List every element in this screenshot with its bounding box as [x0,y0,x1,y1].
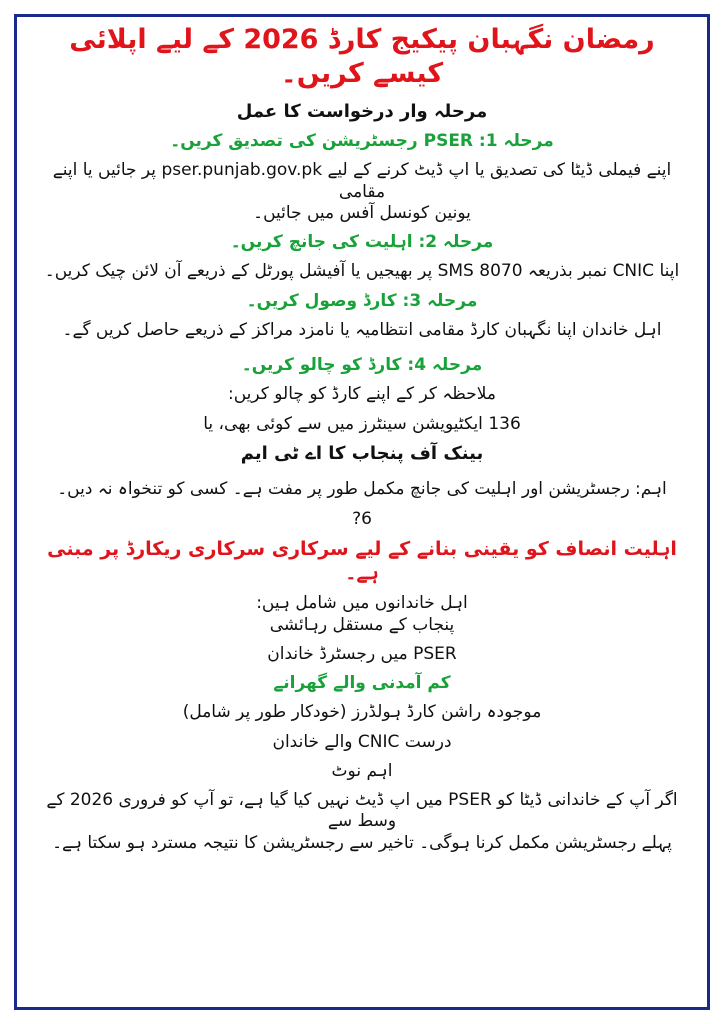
step4-option-centers: 136 ایکٹیویشن سینٹرز میں سے کوئی بھی، یا [203,413,521,434]
step3-text: اہل خاندان اپنا نگہبان کارڈ مقامی انتظامیہ یا نامزد مراکز کے ذریعے حاصل کریں گے۔ [62,319,662,340]
eligibility-note: اہلیت انصاف کو یقینی بنانے کے لیے سرکاری سرکاری ریکارڈ پر مبنی ہے۔ [47,537,677,584]
important-free-notice: اہم: رجسٹریشن اور اہلیت کی جانچ مکمل طور پر مفت ہے۔ کسی کو تنخواہ نہ دیں۔ [57,479,667,500]
step2-heading: مرحلہ 2: اہلیت کی جانچ کریں۔ [230,232,494,252]
note-text-line1: اگر آپ کے خاندانی ڈیٹا کو PSER میں اپ ڈیٹ نہیں کیا گیا ہے، تو آپ کو فروری 2026 کے وسط سے [46,790,678,832]
step1-text-line1: اپنے فیملی ڈیٹا کی تصدیق یا اپ ڈیٹ کرنے کے لیے pser.punjab.gov.pk پر جائیں یا اپنے مقامی [52,160,672,202]
note-text-line2: پہلے رجسٹریشن مکمل کرنا ہوگی۔ تاخیر سے رجسٹریشن کا نتیجہ مسترد ہو سکتا ہے۔ [52,832,672,853]
step1-text-line2: یونین کونسل آفس میں جائیں۔ [253,202,471,223]
page-title: رمضان نگہبان پیکیج کارڈ 2026 کے لیے اپلائی کیسے کریں۔ [69,24,655,89]
eligible-item: PSER میں رجسٹرڈ خاندان [267,643,457,664]
page-border [14,14,710,1010]
eligible-item: کم آمدنی والے گھرانے [273,673,451,693]
step4-heading: مرحلہ 4: کارڈ کو چالو کریں۔ [241,355,483,375]
eligible-item: پنجاب کے مستقل رہائشی [269,614,455,635]
step2-text: اپنا CNIC نمبر بذریعہ SMS 8070 پر بھیجیں یا آفیشل پورٹل کے ذریعے آن لائن چیک کریں۔ [44,261,680,282]
step3-heading: مرحلہ 3: کارڈ وصول کریں۔ [246,290,478,311]
subtitle: مرحلہ وار درخواست کا عمل [236,100,488,122]
eligible-intro: اہل خاندانوں میں شامل ہیں: [256,593,468,614]
note-heading: اہم نوٹ [331,760,393,781]
eligible-item: موجودہ راشن کارڈ ہولڈرز (خودکار طور پر شامل) [182,702,542,723]
question-marker: 6? [352,508,372,529]
step4-intro: ملاحظہ کر کے اپنے کارڈ کو چالو کریں: [227,384,496,405]
step4-option-atm: بینک آف پنجاب کا اے ٹی ایم [240,442,484,464]
article-content [37,23,687,854]
step1-heading: مرحلہ 1: PSER رجسٹریشن کی تصدیق کریں۔ [170,131,554,151]
eligible-item: درست CNIC والے خاندان [272,731,452,752]
